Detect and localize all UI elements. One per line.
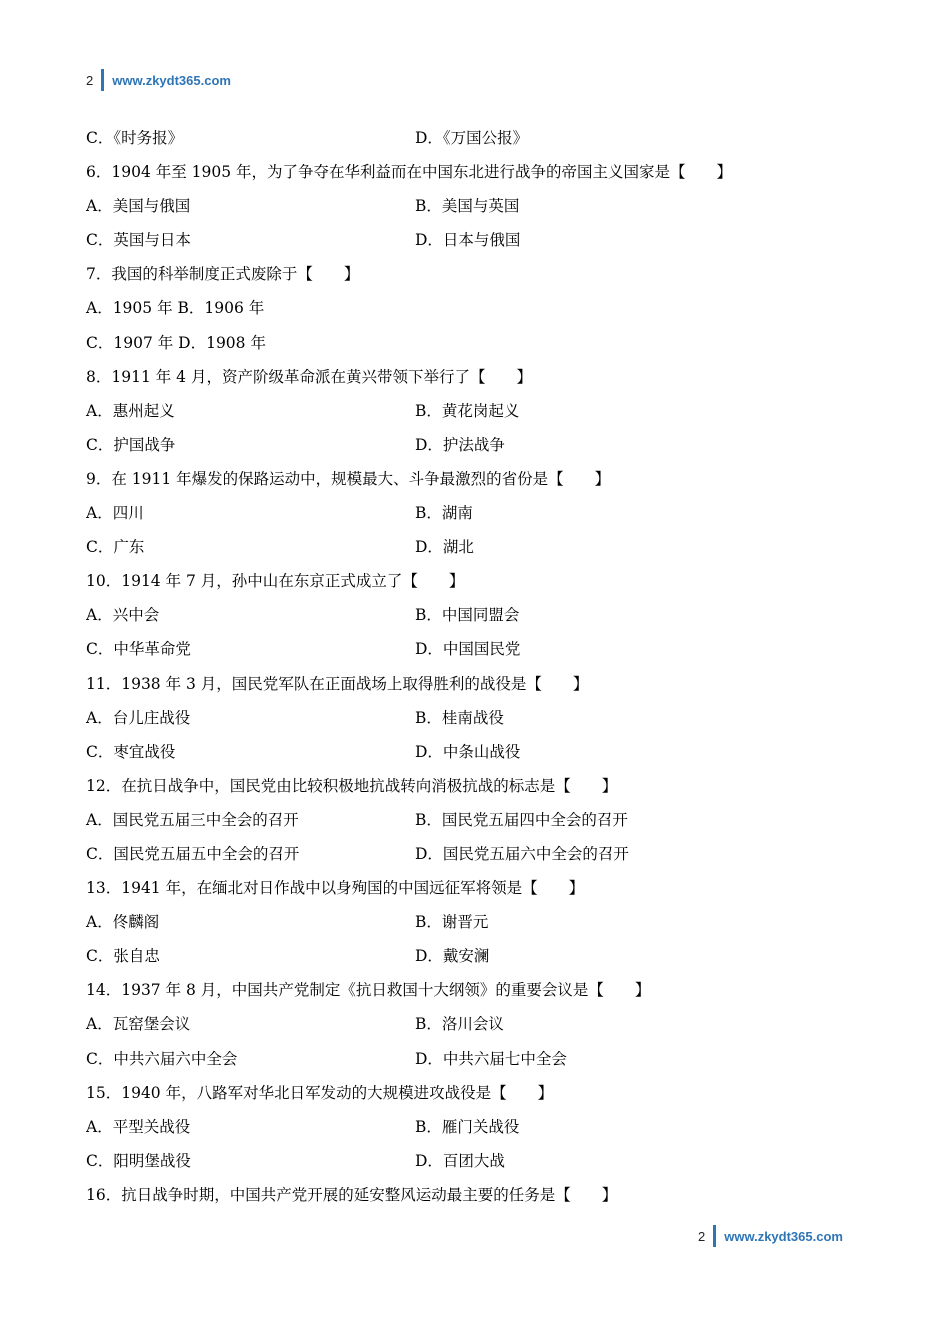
option-left: C．中华革命党 — [86, 640, 191, 659]
option-row — [86, 530, 866, 564]
option-row-single — [86, 326, 866, 360]
question-row — [86, 871, 866, 905]
option-row — [86, 701, 866, 735]
option-right: B．雁门关战役 — [415, 1117, 520, 1136]
header-url[interactable]: www.zkydt365.com — [112, 72, 231, 88]
option-text: A．1905 年 B．1906 年 — [86, 299, 265, 318]
question-text: 13．1941 年，在缅北对日作战中以身殉国的中国远征军将领是【 】 — [86, 879, 585, 898]
question-row — [86, 1076, 866, 1110]
question-row — [86, 769, 866, 803]
option-left: A．瓦窑堡会议 — [86, 1015, 191, 1034]
option-row — [86, 632, 866, 666]
option-right: D．百团大战 — [415, 1151, 505, 1170]
question-text: 14．1937 年 8 月，中国共产党制定《抗日救国十大纲领》的重要会议是【 】 — [86, 981, 651, 1000]
footer-url[interactable]: www.zkydt365.com — [724, 1228, 843, 1244]
option-left: C．国民党五届五中全会的召开 — [86, 844, 300, 863]
option-right: B．中国同盟会 — [415, 606, 520, 625]
option-row — [86, 394, 866, 428]
option-row-single — [86, 291, 866, 325]
option-row — [86, 428, 866, 462]
page-header — [86, 68, 231, 92]
option-left: C．《时务报》 — [86, 129, 184, 147]
option-row — [86, 223, 866, 257]
option-row — [86, 837, 866, 871]
option-right: D．护法战争 — [415, 435, 505, 454]
option-text: C．1907 年 D．1908 年 — [86, 333, 266, 352]
question-row — [86, 257, 866, 291]
question-text: 11．1938 年 3 月，国民党军队在正面战场上取得胜利的战役是【 】 — [86, 674, 589, 693]
option-left: C．阳明堡战役 — [86, 1151, 191, 1170]
option-row — [86, 939, 866, 973]
option-left: A．兴中会 — [86, 606, 160, 625]
question-text: 10．1914 年 7 月，孙中山在东京正式成立了【 】 — [86, 572, 465, 591]
question-row — [86, 360, 866, 394]
option-row — [86, 496, 866, 530]
option-right: D．中共六届七中全会 — [415, 1049, 567, 1068]
option-left: A．惠州起义 — [86, 401, 175, 420]
question-row — [86, 973, 866, 1007]
option-row — [86, 1110, 866, 1144]
option-right: D．《万国公报》 — [415, 129, 529, 147]
question-list — [86, 121, 866, 1212]
option-right: B．黄花岗起义 — [415, 401, 520, 420]
option-right: D．中国国民党 — [415, 640, 521, 659]
option-left: A．国民党五届三中全会的召开 — [86, 810, 299, 829]
question-row — [86, 667, 866, 701]
question-text: 6．1904 年至 1905 年，为了争夺在华利益而在中国东北进行战争的帝国主义国家是【 】 — [86, 163, 733, 182]
option-left: A．平型关战役 — [86, 1117, 191, 1136]
option-right: D．湖北 — [415, 538, 474, 557]
header-divider-bar — [101, 69, 104, 91]
option-left: C．英国与日本 — [86, 231, 191, 250]
option-left: C．张自忠 — [86, 947, 160, 966]
option-right: B．桂南战役 — [415, 708, 504, 727]
option-left: A．四川 — [86, 504, 144, 523]
question-row — [86, 155, 866, 189]
header-page-number: 2 — [86, 72, 94, 88]
option-row — [86, 803, 866, 837]
option-right: D．戴安澜 — [415, 947, 490, 966]
option-left: A．佟麟阁 — [86, 913, 160, 932]
option-left: C．枣宜战役 — [86, 742, 176, 761]
option-left: A．美国与俄国 — [86, 197, 191, 216]
option-left: C．中共六届六中全会 — [86, 1049, 238, 1068]
option-row — [86, 735, 866, 769]
option-row — [86, 905, 866, 939]
question-text: 16．抗日战争时期，中国共产党开展的延安整风运动最主要的任务是【 】 — [86, 1185, 618, 1204]
question-text: 9．在 1911 年爆发的保路运动中，规模最大、斗争最激烈的省份是【 】 — [86, 469, 611, 488]
question-row — [86, 462, 866, 496]
option-right: D．国民党五届六中全会的召开 — [415, 844, 629, 863]
option-right: B．湖南 — [415, 504, 473, 523]
option-left: C．护国战争 — [86, 435, 176, 454]
option-right: B．美国与英国 — [415, 197, 520, 216]
question-text: 12．在抗日战争中，国民党由比较积极地抗战转向消极抗战的标志是【 】 — [86, 776, 618, 795]
option-row — [86, 121, 866, 155]
question-text: 15．1940 年，八路军对华北日军发动的大规模进攻战役是【 】 — [86, 1083, 554, 1102]
option-right: B．国民党五届四中全会的召开 — [415, 810, 628, 829]
option-row — [86, 1007, 866, 1041]
footer-divider-bar — [713, 1225, 716, 1247]
option-left: A．台儿庄战役 — [86, 708, 191, 727]
option-left: C．广东 — [86, 538, 145, 557]
footer-page-number: 2 — [698, 1228, 706, 1244]
option-row — [86, 1144, 866, 1178]
option-row — [86, 598, 866, 632]
question-text: 7．我国的科举制度正式废除于【 】 — [86, 265, 360, 284]
option-right: B．洛川会议 — [415, 1015, 504, 1034]
option-row — [86, 1042, 866, 1076]
question-text: 8．1911 年 4 月，资产阶级革命派在黄兴带领下举行了【 】 — [86, 367, 532, 386]
question-row — [86, 1178, 866, 1212]
option-right: B．谢晋元 — [415, 913, 489, 932]
option-row — [86, 189, 866, 223]
option-right: D．日本与俄国 — [415, 231, 521, 250]
question-row — [86, 564, 866, 598]
page-footer — [698, 1224, 843, 1248]
option-right: D．中条山战役 — [415, 742, 521, 761]
